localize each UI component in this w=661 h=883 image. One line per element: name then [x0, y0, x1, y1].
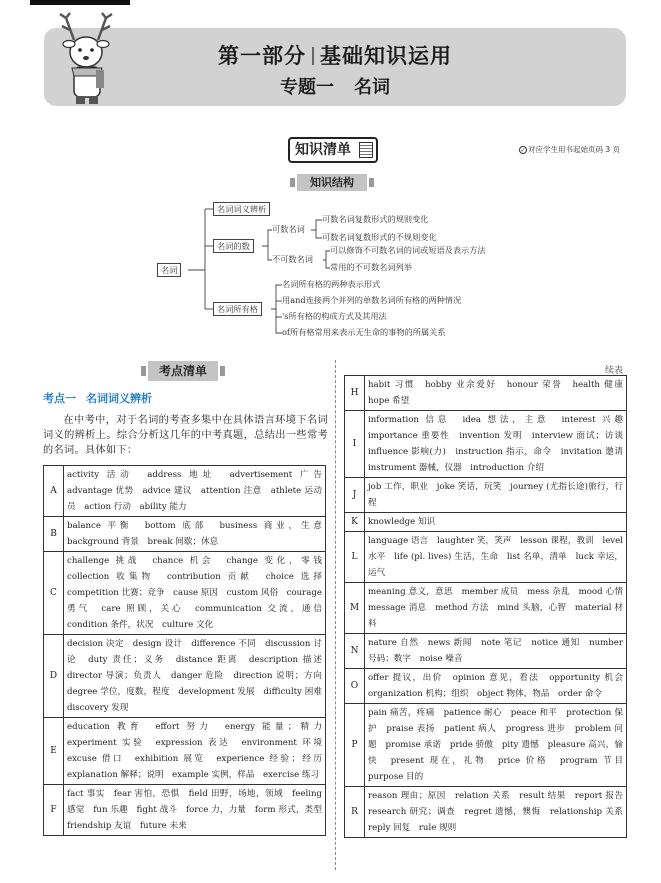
title-divider — [312, 47, 314, 65]
row-words: pain 痛苦，疼痛 patience 耐心 peace 和平 protection 保护 praise 表扬 patient 病人 progress 进步 problem 问题 promise 承诺 pride 骄傲 pity 遗憾 pleasure 高兴，愉快 present 现在，礼物 price 价格 program 节目 purpose 目的 — [365, 704, 627, 787]
row-letter: F — [44, 785, 64, 836]
table-row — [345, 583, 627, 634]
vocab-table-left — [43, 465, 331, 836]
row-letter: M — [345, 583, 365, 634]
table-row — [345, 513, 627, 532]
table-row — [44, 552, 326, 635]
section-number: 考点一 — [43, 392, 76, 405]
tree-leaf: 可以修饰不可数名词的词或短语及表示方法 — [330, 245, 486, 255]
table-row — [44, 517, 326, 552]
row-words: fact 事实 fear 害怕，恐惧 field 田野，场地，领域 feeling 感觉 fun 乐趣 fight 战斗 force 力，力量 form 形式，类型 friendship 友谊 future 未来 — [64, 785, 326, 836]
row-words: language 语言 laughter 笑，笑声 lesson 课程，教训 level 水平 life (pl. lives) 生活，生命 list 名单，清单 luck 幸运，运气 — [365, 532, 627, 583]
row-words: job 工作，职业 joke 笑话，玩笑 journey (尤指长途)旅行，行程 — [365, 478, 627, 513]
table-row — [345, 787, 627, 838]
row-letter: D — [44, 635, 64, 718]
tree-leaf: 's所有格的构成方式及其用法 — [282, 311, 387, 321]
column-divider — [335, 360, 336, 870]
row-words: activity 活动 address 地址 advertisement 广告 advantage 优势 advice 建议 attention 注意 athlete 运动员 action 行动 ability 能力 — [64, 466, 326, 517]
page-ref-text: 对应学生用书起始页码 3 页 — [528, 145, 621, 154]
top-strip — [0, 0, 661, 6]
header-bar — [30, 0, 130, 5]
check-icon: ✓ — [520, 147, 526, 154]
row-letter: K — [345, 513, 365, 532]
chapter-banner — [44, 28, 626, 106]
row-words: knowledge 知识 — [365, 513, 627, 532]
part-title-main: 第一部分 — [218, 44, 306, 68]
row-words: offer 提议，出价 opinion 意见，看法 opportunity 机会 organization 机构；组织 object 物体，物品 order 命令 — [365, 669, 627, 704]
tree-branch-possessive: 名词所有格 — [213, 302, 262, 316]
row-letter: E — [44, 718, 64, 785]
row-letter: P — [345, 704, 365, 787]
structure-heading: 知识结构 — [297, 174, 367, 191]
tree-uncountable: 不可数名词 — [272, 254, 313, 264]
row-letter: I — [345, 411, 365, 478]
row-words: balance 平衡 bottom 底部 business 商业，生意 background 背景 break 间歇；休息 — [64, 517, 326, 552]
row-words: habit 习惯 hobby 业余爱好 honour 荣誉 health 健康 hope 希望 — [365, 376, 627, 411]
row-letter: H — [345, 376, 365, 411]
continued-label: 续表 — [605, 366, 624, 376]
tree-leaf: of所有格常用来表示无生命的事物的所属关系 — [282, 327, 446, 337]
row-letter: R — [345, 787, 365, 838]
part-title — [44, 40, 626, 70]
row-words: challenge 挑战 chance 机会 change 变化，零钱 collection 收集物 contribution 贡献 choice 选择 competition 比赛；竞争 cause 原因 custom 风俗 courage 勇气 care 照顾，关心 communication 交流，通信 condition 条件，状况 culture 文化 — [64, 552, 326, 635]
table-row — [44, 635, 326, 718]
table-row — [345, 532, 627, 583]
vocab-table-right — [344, 375, 632, 838]
topic-label: 专题一 — [280, 77, 334, 98]
tree-leaf: 常用的不可数名词列举 — [330, 262, 412, 272]
table-row — [44, 718, 326, 785]
table-row — [345, 376, 627, 411]
row-words: information 信息 idea 想法，主意 interest 兴趣 importance 重要性 invention 发明 interview 面试；访谈 influence 影响(力) instruction 指示，命令 invitation 邀请 instrument 器械，仪器 introduction 介绍 — [365, 411, 627, 478]
tree-branch-meaning: 名词词义辨析 — [213, 202, 270, 216]
knowledge-list-label: 知识清单 — [295, 142, 351, 158]
row-words: meaning 意义，意思 member 成员 mess 杂乱 mood 心情 message 消息 method 方法 mind 头脑，心智 material 材料 — [365, 583, 627, 634]
table-row — [345, 411, 627, 478]
row-letter: A — [44, 466, 64, 517]
table-row — [44, 785, 326, 836]
row-letter: B — [44, 517, 64, 552]
tree-leaf: 名词所有格的两种表示形式 — [282, 279, 381, 289]
table-row — [345, 704, 627, 787]
topic-title — [44, 73, 626, 99]
tree-leaf: 可数名词复数形式的不规则变化 — [322, 232, 437, 242]
tree-leaf: 用and连接两个并列的单数名词所有格的两种情况 — [282, 295, 462, 305]
topic-name: 名词 — [354, 77, 390, 98]
row-words: education 教育 effort 努力 energy 能量；精力 experiment 实验 expression 表达 environment 环境 excuse 借口 exhibition 展览 experience 经验；经历 explanation 解释；说明 example 实例，样品 exercise 练习 — [64, 718, 326, 785]
table-row — [345, 478, 627, 513]
table-row — [345, 634, 627, 669]
row-words: nature 自然 news 新闻 note 笔记 notice 通知 number 号码；数字 noise 噪音 — [365, 634, 627, 669]
tree-root: 名词 — [157, 263, 181, 277]
row-words: reason 理由；原因 relation 关系 result 结果 report 报告 research 研究；调查 regret 遗憾，懊悔 relationship 关系 reply 回复 rule 规则 — [365, 787, 627, 838]
tree-countable: 可数名词 — [272, 224, 305, 234]
section-heading — [43, 390, 152, 406]
tree-branch-number: 名词的数 — [213, 239, 254, 253]
row-letter: L — [345, 532, 365, 583]
tree-leaf: 可数名词复数形式的规则变化 — [322, 214, 429, 224]
row-letter: J — [345, 478, 365, 513]
row-letter: N — [345, 634, 365, 669]
part-subtitle: 基础知识运用 — [320, 44, 452, 68]
table-row — [345, 669, 627, 704]
page-ref-note — [519, 144, 620, 155]
knowledge-tree — [0, 196, 661, 346]
notepad-icon — [359, 142, 373, 158]
section-title: 名词词义辨析 — [86, 392, 152, 405]
table-row — [44, 466, 326, 517]
row-letter: O — [345, 669, 365, 704]
knowledge-list-heading — [288, 137, 378, 163]
exam-list-heading: 考点清单 — [148, 361, 218, 381]
intro-paragraph: 在中考中，对于名词的考查多集中在具体语言环境下名词词义的辨析上。综合分析这几年的中考真题，总结出一些常考的名词。具体如下： — [43, 415, 328, 456]
row-letter: C — [44, 552, 64, 635]
row-words: decision 决定 design 设计 difference 不同 discussion 讨论 duty 责任；义务 distance 距离 description 描述 director 导演；负责人 danger 危险 direction 说明；方向 degree 学位，度数，程度 development 发展 difficulty 困难 discovery 发现 — [64, 635, 326, 718]
